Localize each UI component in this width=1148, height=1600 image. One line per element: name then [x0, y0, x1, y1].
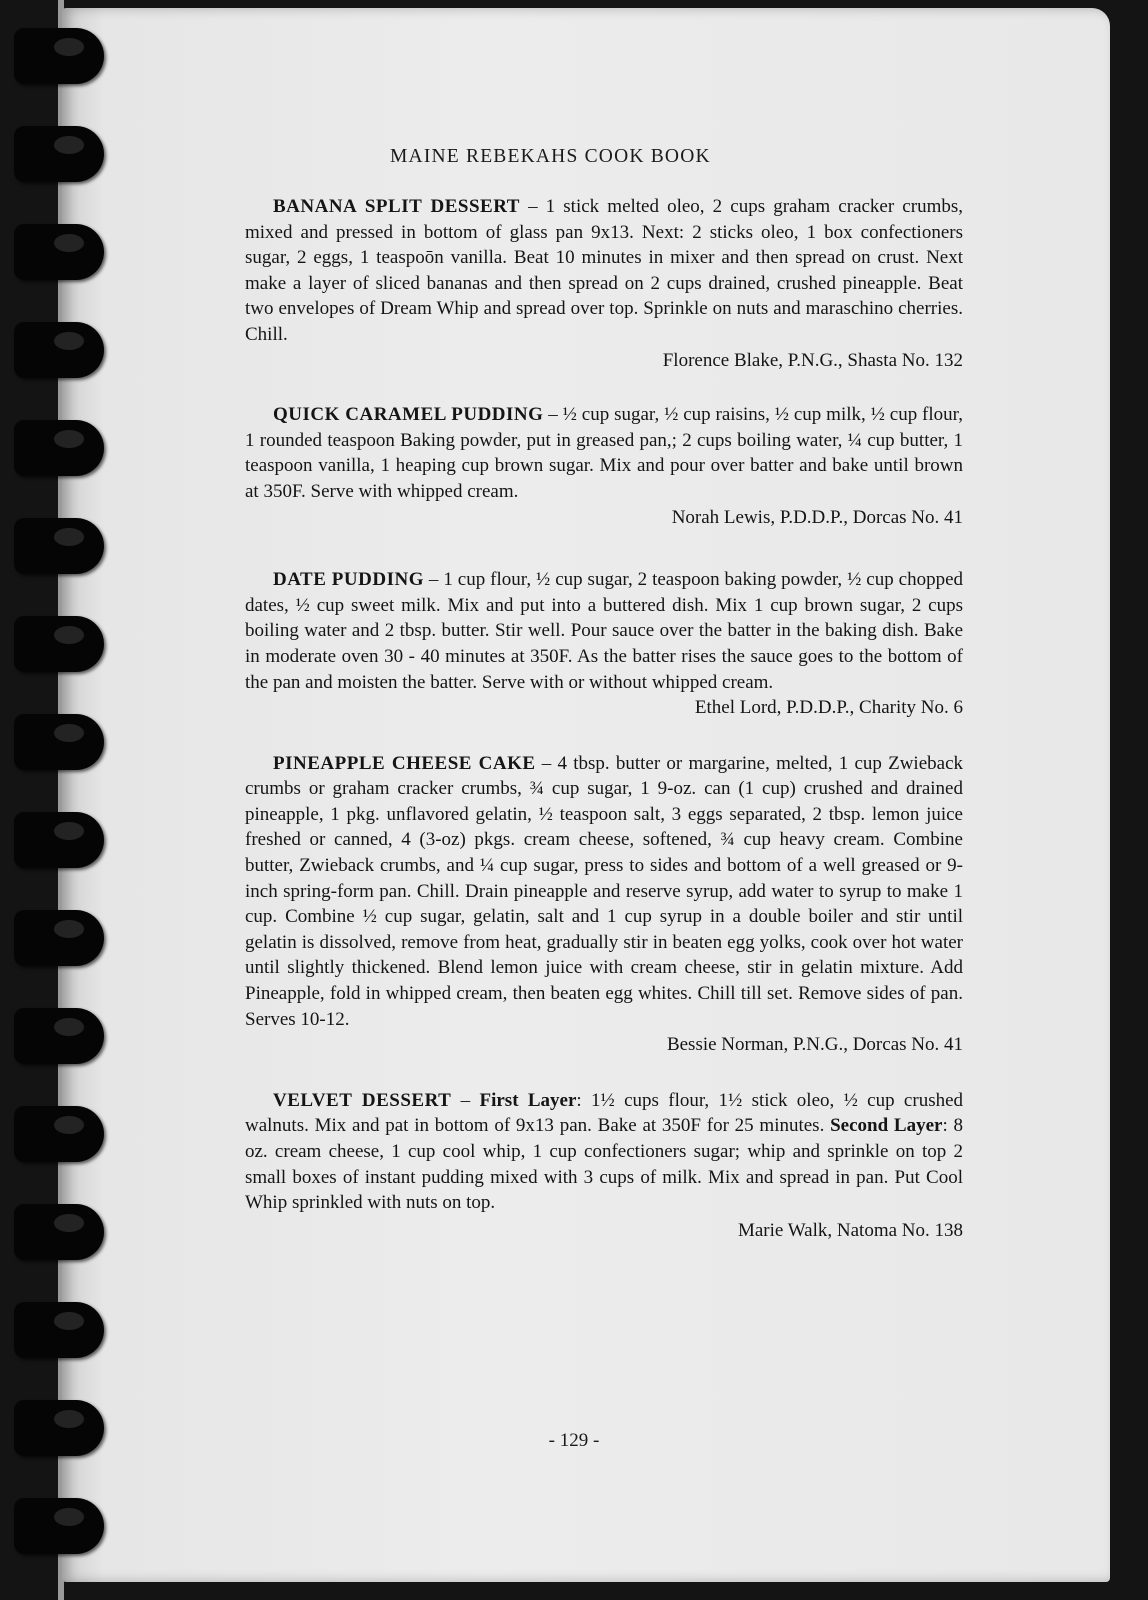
recipe-attribution: Marie Walk, Natoma No. 138 [737, 1219, 963, 1241]
second-layer-text: : 8 oz. cream cheese, 1 cup cool whip, 1 cup confectioners sugar; whip and sprinkle on top 2 small boxes of instant pudding mixed with 3 cups of milk. Mix and spread in pan. Put Cool Whip sprinkled with nuts on top. [245, 1115, 964, 1214]
recipe-text [245, 1088, 963, 1216]
recipe-title: PINEAPPLE CHEESE CAKE [273, 752, 536, 774]
binding-ring [14, 518, 104, 574]
binding-ring [14, 28, 104, 84]
recipe-body: – ½ cup sugar, ½ cup raisins, ½ cup milk, ½ cup flour, 1 rounded teaspoon Baking powder, put in greased pan,; 2 cups boiling water, ¼ cup butter, 1 teaspoon vanilla, 1 heaping cup brown sugar. Mix and pour over batter and bake until brown at 350F. Serve with whipped cream. [245, 404, 963, 502]
binding-ring [14, 1008, 104, 1064]
recipe-title: DATE PUDDING [273, 569, 424, 591]
recipe-attribution: Ethel Lord, P.D.D.P., Charity No. 6 [694, 697, 963, 719]
second-layer-label: Second Layer [830, 1115, 943, 1137]
binding-ring [14, 224, 104, 280]
recipe-text [245, 194, 963, 348]
recipe-pineapple-cheese-cake [245, 751, 963, 1058]
recipe-body-dash: – [451, 1089, 480, 1111]
recipe-list [245, 194, 963, 1243]
recipe-title: QUICK CARAMEL PUDDING [273, 404, 544, 426]
page-header: MAINE REBEKAHS COOK BOOK [390, 146, 711, 167]
binding-ring [14, 1106, 104, 1162]
recipe-banana-split-dessert [245, 194, 963, 373]
recipe-quick-caramel-pudding [245, 402, 963, 530]
binding-ring [14, 910, 104, 966]
recipe-body: – 1 stick melted oleo, 2 cups graham cracker crumbs, mixed and pressed in bottom of glass pan 9x13. Next: 2 sticks oleo, 1 box confectioners sugar, 2 eggs, 1 teaspoōn vanilla. Beat 10 minutes in mixer and then spread on crust. Next make a layer of sliced bananas and then spread on 2 cups drained, crushed pineapple. Beat two envelopes of Dream Whip and spread over top. Sprinkle on nuts and maraschino cherries. Chill. [245, 196, 963, 345]
recipe-attribution: Florence Blake, P.N.G., Shasta No. 132 [662, 349, 963, 371]
recipe-text [245, 751, 963, 1033]
recipe-date-pudding [245, 567, 963, 721]
binding-ring [14, 812, 104, 868]
first-layer-label: First Layer [479, 1089, 577, 1111]
recipe-attribution: Norah Lewis, P.D.D.P., Dorcas No. 41 [671, 506, 963, 528]
binding-ring [14, 420, 104, 476]
recipe-velvet-dessert [245, 1088, 963, 1244]
binding-ring [14, 1302, 104, 1358]
recipe-text [245, 567, 963, 695]
binding-ring [14, 126, 104, 182]
binding-ring [14, 616, 104, 672]
recipe-attribution: Bessie Norman, P.N.G., Dorcas No. 41 [666, 1034, 963, 1056]
recipe-text [245, 402, 963, 504]
binding-ring [14, 322, 104, 378]
binding-ring [14, 1498, 104, 1554]
binding-ring [14, 714, 104, 770]
first-layer-text: : 1½ cups flour, 1½ stick oleo, ½ cup crushed walnuts. Mix and pat in bottom of 9x13 pan. Bake at 350F for 25 minutes. [245, 1089, 964, 1137]
page-number: - 129 - [548, 1430, 600, 1451]
binding-ring [14, 1204, 104, 1260]
recipe-title: BANANA SPLIT DESSERT [273, 196, 520, 217]
recipe-title: VELVET DESSERT [273, 1089, 452, 1111]
recipe-body: – 1 cup flour, ½ cup sugar, 2 teaspoon baking powder, ½ cup chopped dates, ½ cup sweet milk. Mix and put into a buttered dish. Mix 1 cup brown sugar, 2 cups boiling water and 2 tbsp. butter. Stir well. Pour sauce over the batter in the baking dish. Bake in moderate oven 30 - 40 minutes at 350F. As the batter rises the sauce goes to the bottom of the pan and moisten the batter. Serve with or without whipped cream. [245, 569, 964, 693]
recipe-body: – 4 tbsp. butter or margarine, melted, 1 cup Zwieback crumbs or graham cracker crumbs, ¾ cup sugar, 1 9-oz. can (1 cup) crushed and drained pineapple, 1 pkg. unflavored gelatin, ½ teaspoon salt, 3 eggs separated, 2 tbsp. lemon juice freshed or canned, 4 (3-oz) pkgs. cream cheese, softened, ¾ cup heavy cream. Combine butter, Zwieback crumbs, and ¼ cup sugar, press to sides and bottom of a well greased or 9-inch spring-form pan. Chill. Drain pineapple and reserve syrup, add water to syrup to make 1 cup. Combine ½ cup sugar, gelatin, salt and 1 cup syrup in a double boiler and stir until gelatin is dissolved, remove from heat, gradually stir in beaten egg yolks, cook over hot water until slightly thickened. Blend lemon juice with cream cheese, stir in gelatin mixture. Add Pineapple, fold in whipped cream, then beaten egg whites. Chill till set. Remove sides of pan. Serves 10-12. [245, 752, 964, 1030]
